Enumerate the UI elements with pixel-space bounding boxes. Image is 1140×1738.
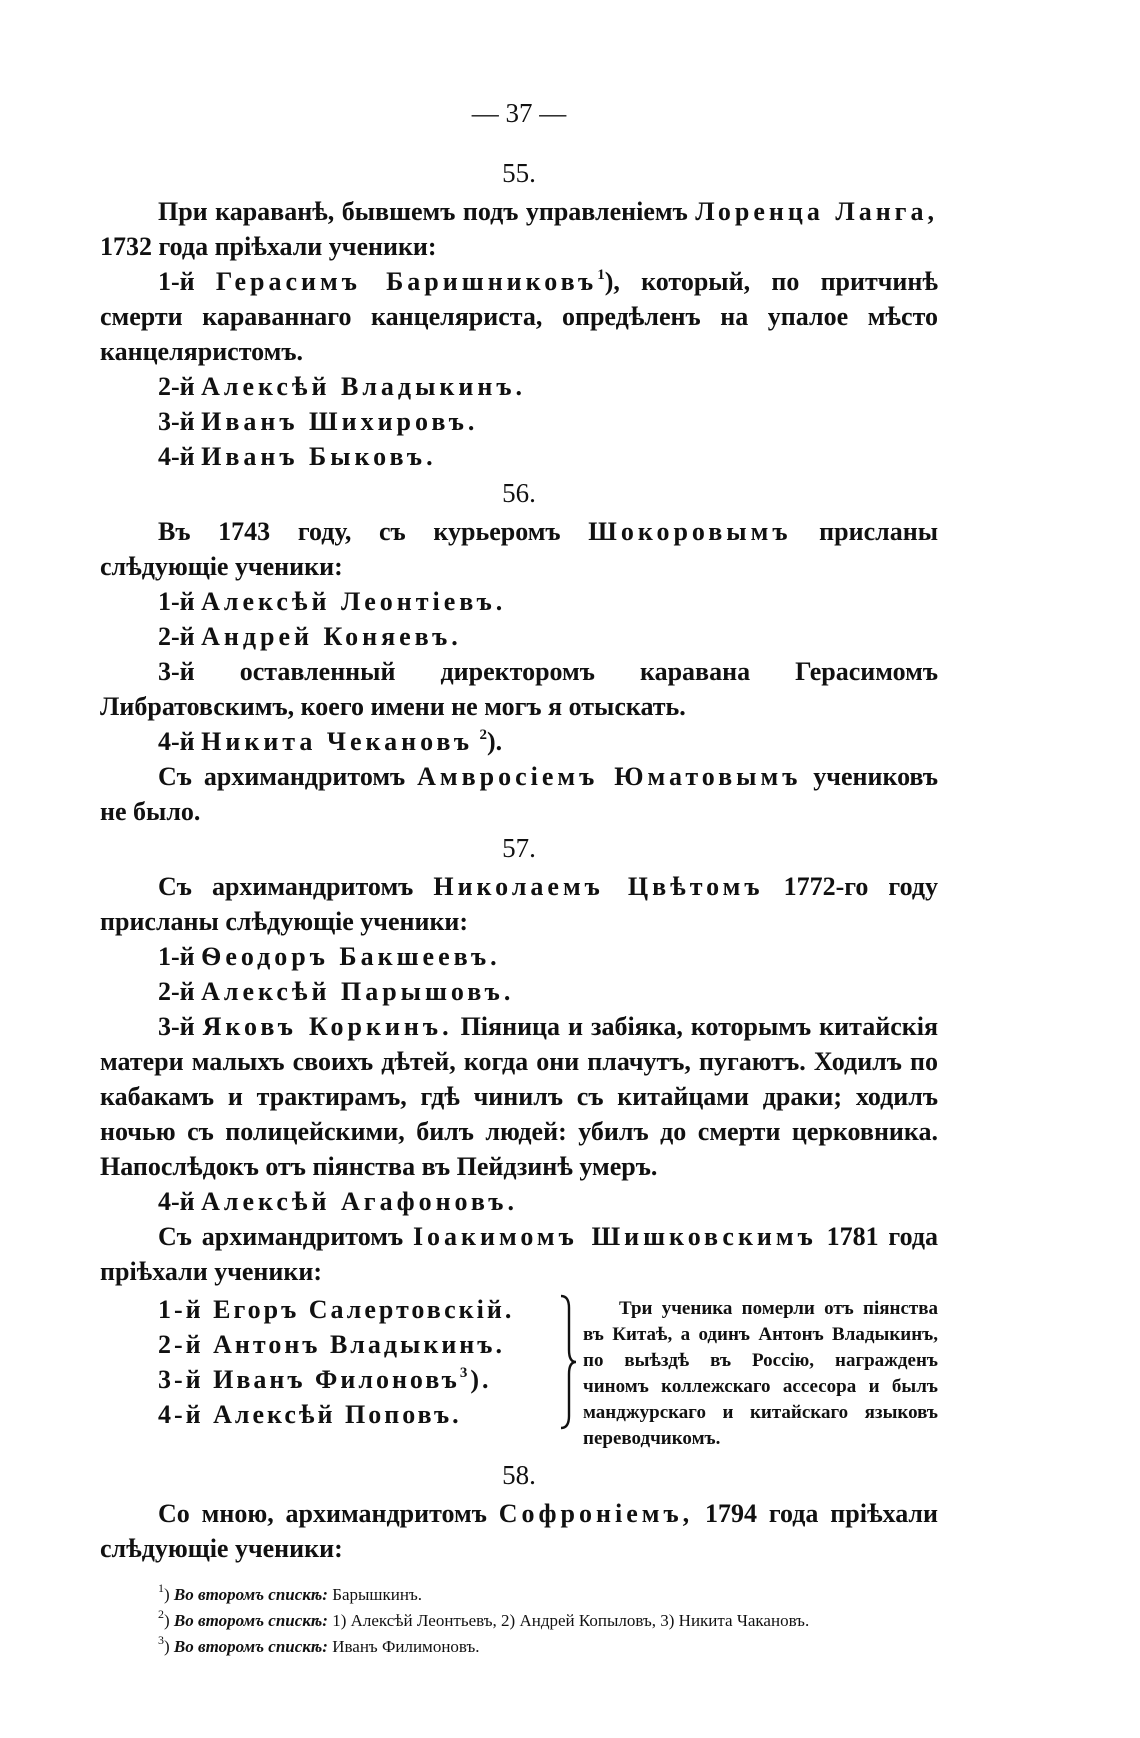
s57-intro: Съ архимандритомъ Николаемъ Цвѣтомъ 1772-го году присланы слѣдующіе ученики: <box>100 872 938 936</box>
text-column <box>100 96 938 1660</box>
section-number-58: 58. <box>502 1460 536 1490</box>
s57-ioakim: Съ архимандритомъ Іоакимомъ Шишковскимъ 1781 года пріѣхали ученики: <box>100 1222 938 1286</box>
curly-brace-icon <box>553 1292 583 1452</box>
list-item: 3-й Иванъ Филоновъ$^3$). <box>158 1365 492 1394</box>
s55-student-3: 3-й Иванъ Шихировъ. <box>158 407 479 436</box>
s55-student-4: 4-й Иванъ Быковъ. <box>158 442 437 471</box>
s56-student-1: 1-й Алексѣй Леонтіевъ. <box>158 587 507 616</box>
list-item: 2-й Антонъ Владыкинъ. <box>158 1330 505 1359</box>
section-number-55: 55. <box>502 158 536 188</box>
brace-student-list <box>100 1292 553 1452</box>
s56-ambrosius: Съ архимандритомъ Амвросіемъ Юматовымъ учениковъ не было. <box>100 762 938 826</box>
footnote-ref-2: 2 <box>479 727 487 743</box>
s57-student-2: 2-й Алексѣй Парышовъ. <box>158 977 515 1006</box>
section-number-56: 56. <box>502 478 536 508</box>
footnote: $^1$) Во второмъ спискѣ: Барышкинъ. <box>158 1581 423 1604</box>
s57-student-4: 4-й Алексѣй Агафоновъ. <box>158 1187 518 1216</box>
s55-intro: При караванѣ, бывшемъ подъ управленіемъ Лоренца Ланга, 1732 года пріѣхали ученики: <box>100 197 938 261</box>
s57-student-3: 3-й Яковъ Коркинъ. Піяница и забіяка, которымъ китайскія матери малыхъ своихъ дѣтей, когда они плачутъ, пугаютъ. Ходилъ по кабакамъ и трактирамъ, гдѣ чинилъ съ китайцами драки; ходилъ ночью съ полицейскими, билъ людей: убилъ до смерти церковника. Напослѣдокъ отъ піянства въ Пейдзинѣ умеръ. <box>100 1012 939 1181</box>
s58-intro: Со мною, архимандритомъ Софроніемъ, 1794 года пріѣхали слѣдующіе ученики: <box>100 1499 938 1563</box>
s55-student-2: 2-й Алексѣй Владыкинъ. <box>158 372 526 401</box>
footnote-ref-1: 1 <box>597 267 605 283</box>
s56-student-3: 3-й оставленный директоромъ каравана Герасимомъ Либратовскимъ, коего имени не могъ я отыскать. <box>100 657 938 721</box>
footnote-ref-3: 3 <box>459 1365 471 1381</box>
s56-intro: Въ 1743 году, съ курьеромъ Шокоровымъ присланы слѣдующіе ученики: <box>100 517 938 581</box>
footnote: $^2$) Во второмъ спискѣ: 1) Алексѣй Леонтьевъ, 2) Андрей Копыловъ, 3) Никита Чакановъ. <box>158 1607 810 1630</box>
s55-student-1: 1-й Герасимъ Баришниковъ$^1$), который, по притчинѣ смерти караваннаго канцеляриста, опредѣленъ на упалое мѣсто канцеляристомъ. <box>100 267 938 366</box>
page-number: — 37 — <box>471 98 567 128</box>
student-list-with-note <box>100 1292 938 1452</box>
footnote: $^3$) Во второмъ спискѣ: Иванъ Филимоновъ. <box>158 1633 480 1656</box>
footnotes <box>100 1582 938 1660</box>
s57-student-1: 1-й Ѳеодоръ Бакшеевъ. <box>158 942 501 971</box>
list-item: 4-й Алексѣй Поповъ. <box>158 1400 462 1429</box>
brace-note: Три ученика померли отъ піянства въ Китаѣ, а одинъ Антонъ Владыкинъ, по выѣздѣ въ Россію, награжденъ чиномъ коллежскаго ассесора и былъ манджурскаго и китайскаго языковъ переводчикомъ. <box>583 1298 938 1449</box>
s56-student-4: 4-й Никита Чекановъ $^2$). <box>158 727 503 756</box>
section-number-57: 57. <box>502 833 536 863</box>
list-item: 1-й Егоръ Салертовскій. <box>158 1295 515 1324</box>
s56-student-2: 2-й Андрей Коняевъ. <box>158 622 462 651</box>
